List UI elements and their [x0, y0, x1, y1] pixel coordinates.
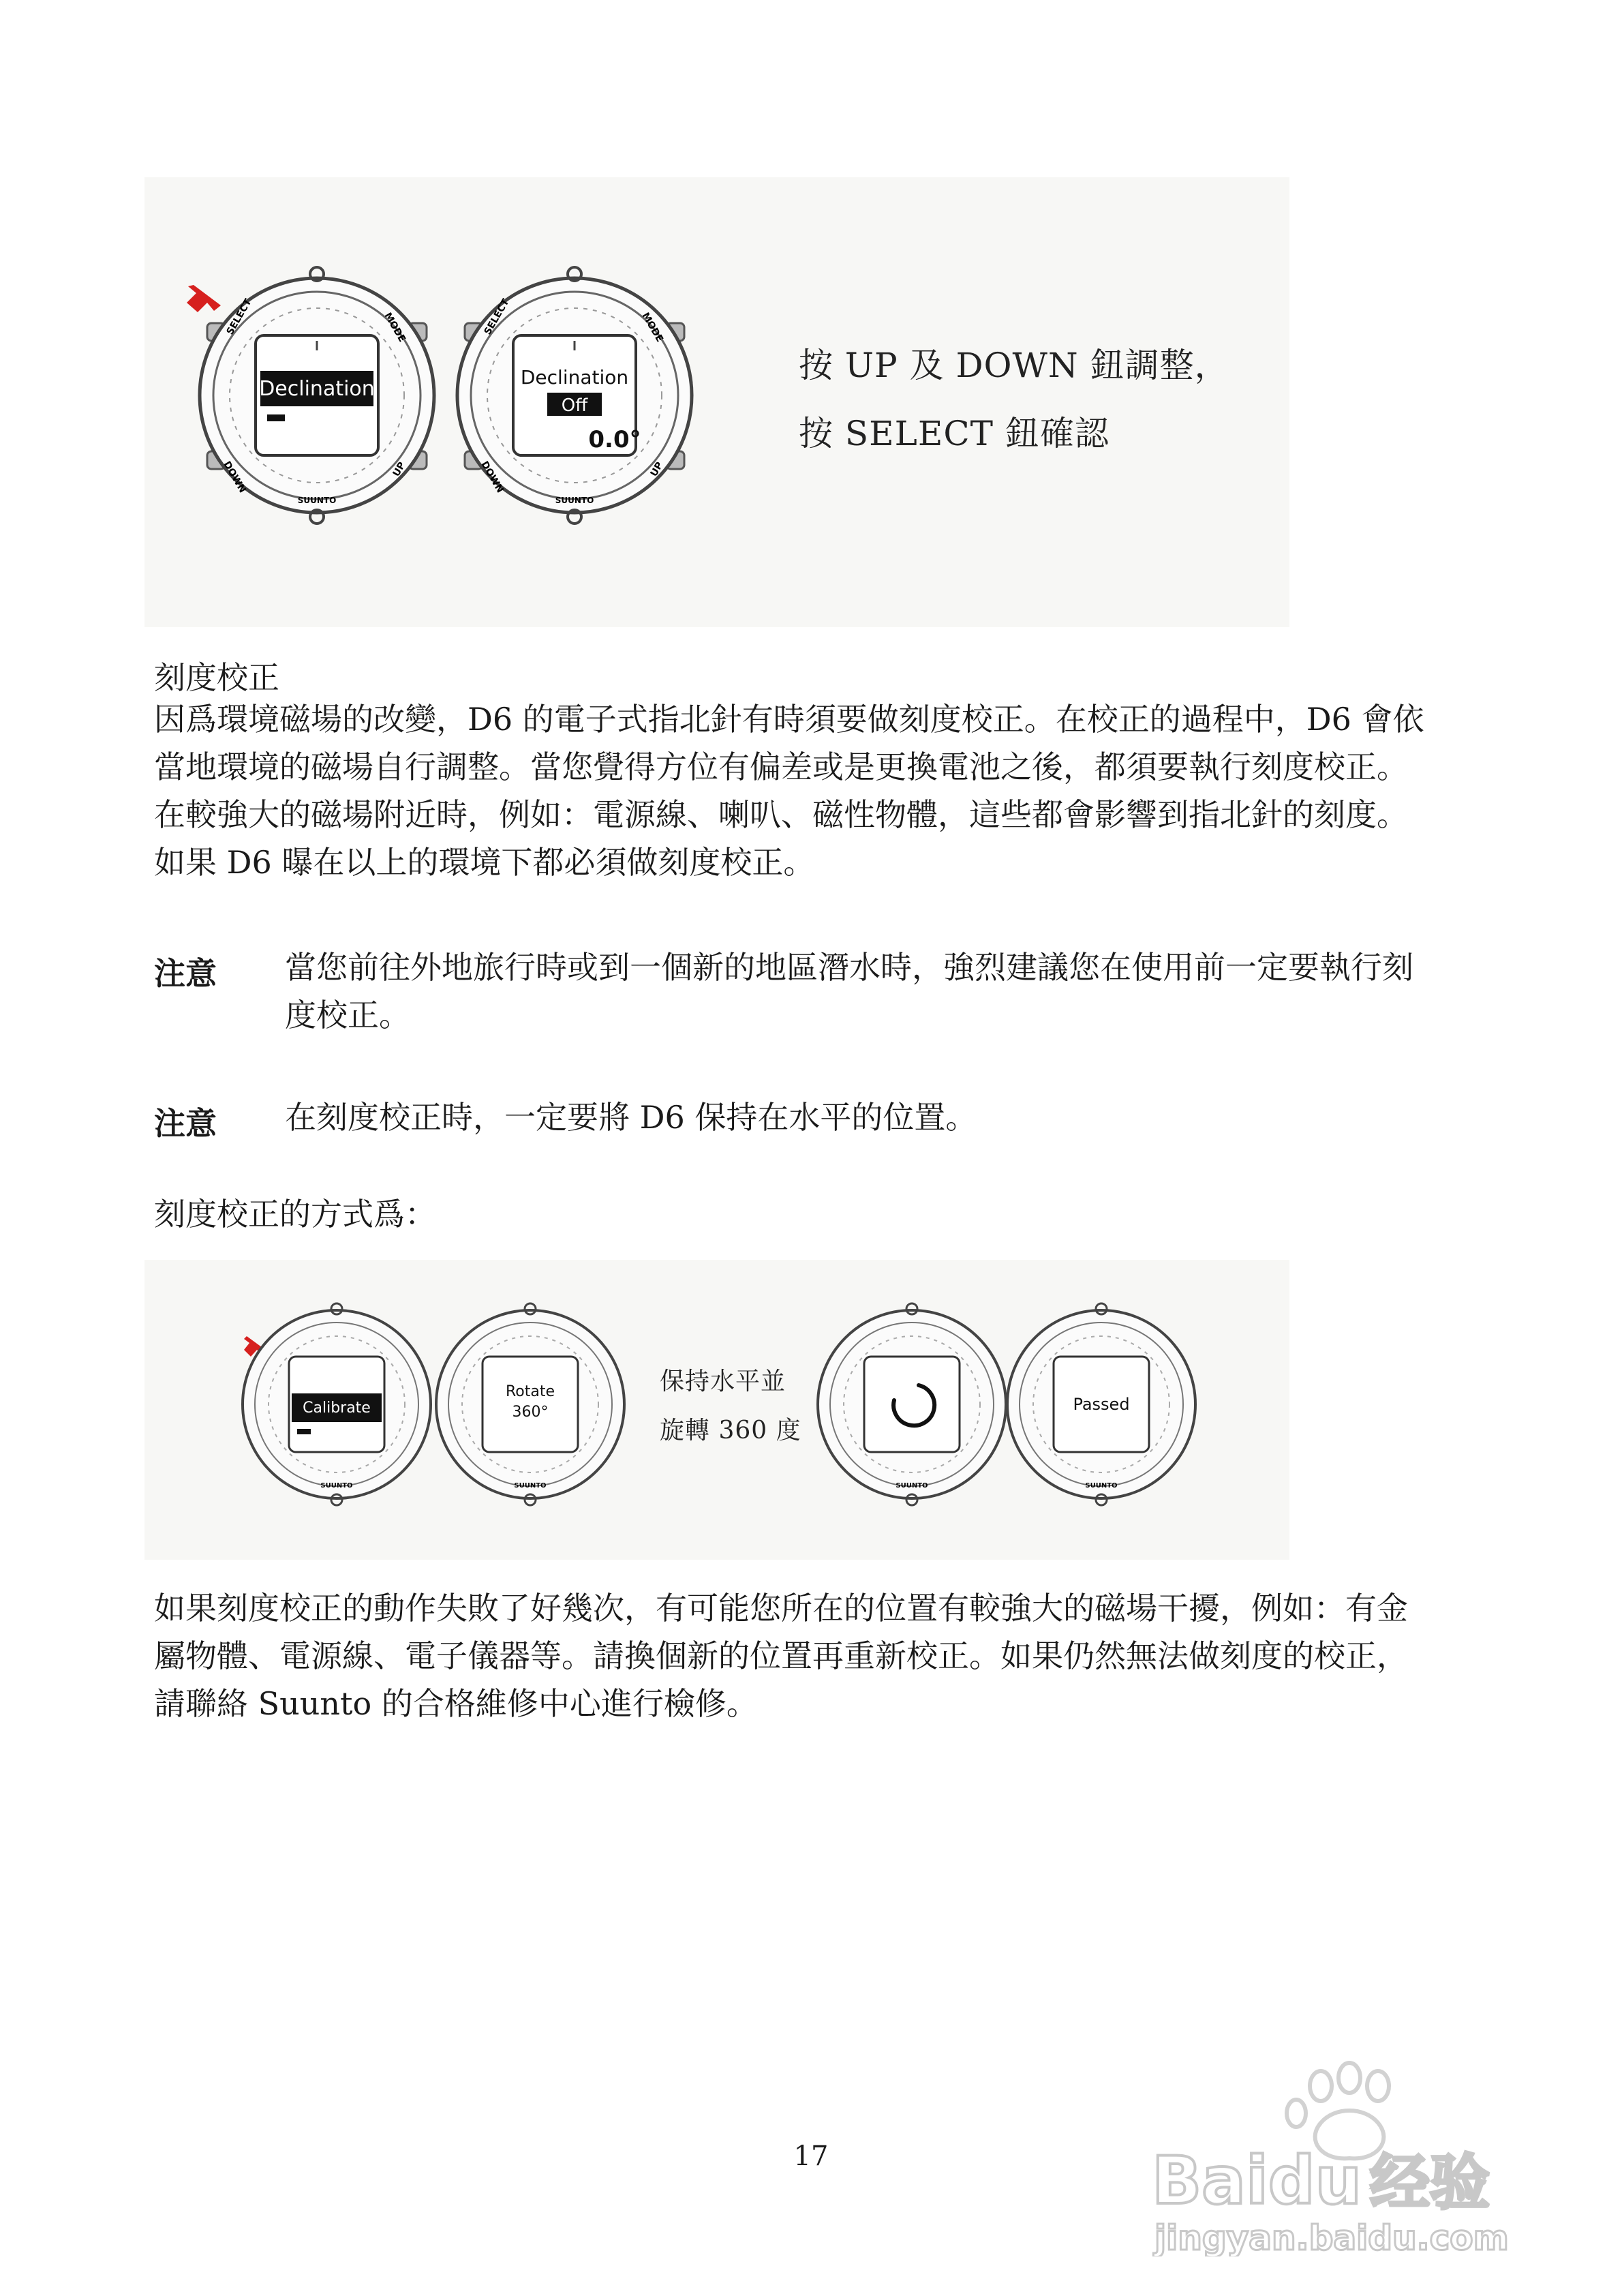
note-2-label: 注意 — [154, 1105, 217, 1142]
page-number: 17 — [793, 2141, 829, 2172]
baidu-paw-logo — [1145, 2059, 1527, 2256]
closing-line: 屬物體、電源線、電子儀器等。請換個新的位置再重新校正。如果仍然無法做刻度的校正， — [154, 1637, 1408, 1674]
rotate-screen-line-1: Rotate — [505, 1383, 555, 1400]
closing-line: 請聯絡 Suunto 的合格維修中心進行檢修。 — [154, 1685, 758, 1722]
closing-paragraph — [154, 1584, 1490, 1727]
watch-1-brand: SUUNTO — [297, 496, 337, 505]
watch-2-down-label: DOWN — [478, 459, 506, 495]
watch-1-mode-label: MODE — [382, 311, 408, 344]
watch-2-up-label: UP — [648, 460, 666, 479]
note-1-line: 度校正。 — [285, 997, 410, 1033]
watermark-brand: Baidu — [1152, 2143, 1362, 2219]
passed-watch — [1007, 1303, 1195, 1505]
watch-1-down-label: DOWN — [221, 459, 248, 495]
rotate-watch — [436, 1303, 624, 1505]
calibrate-watch — [243, 1303, 431, 1505]
declination-watches-illustration — [144, 177, 1289, 627]
watch-1 — [200, 267, 434, 524]
watch-1-select-label: SELECT — [224, 297, 254, 337]
paragraph-1-line: 如果 D6 曝在以上的環境下都必須做刻度校正。 — [154, 844, 815, 881]
watch-2-select-label: SELECT — [482, 297, 512, 337]
calibration-figure — [144, 1260, 1289, 1560]
closing-line: 如果刻度校正的動作失敗了好幾次，有可能您所在的位置有較強大的磁場干擾，例如：有金 — [154, 1590, 1408, 1627]
method-intro: 刻度校正的方式爲： — [154, 1196, 436, 1233]
spinner-watch — [818, 1303, 1006, 1505]
watch-2-brand: SUUNTO — [555, 496, 594, 505]
passed-screen-text: Passed — [1073, 1395, 1130, 1414]
note-1-label: 注意 — [154, 955, 217, 992]
watch-2-screen-value: Off — [561, 395, 588, 416]
spinner-watch-brand: SUUNTO — [896, 1482, 928, 1490]
section-title: 刻度校正 — [154, 659, 279, 696]
calibrate-screen-text: Calibrate — [303, 1400, 371, 1417]
red-arrow-icon — [187, 285, 221, 312]
calibrate-instruction-line-1: 保持水平並 — [660, 1368, 786, 1395]
note-2-text: 在刻度校正時，一定要將 D6 保持在水平的位置。 — [285, 1099, 977, 1136]
watch-2-screen-title: Declination — [520, 366, 629, 389]
paragraph-1 — [154, 695, 1490, 886]
watermark-product: 经验 — [1370, 2147, 1490, 2218]
watermark-url: jingyan.baidu.com — [1154, 2218, 1509, 2256]
rotate-watch-brand: SUUNTO — [514, 1482, 547, 1490]
calibrate-instruction-line-2: 旋轉 360 度 — [660, 1417, 801, 1445]
note-1-text — [285, 943, 1490, 1039]
watch-2-mode-label: MODE — [639, 311, 665, 344]
watch-1-screen-text: Declination — [259, 377, 375, 401]
instruction-line-1: 按 UP 及 DOWN 鈕調整， — [799, 346, 1229, 385]
calibrate-watch-brand: SUUNTO — [320, 1482, 353, 1490]
calibration-watches-illustration — [144, 1260, 1289, 1560]
note-1-line: 當您前往外地旅行時或到一個新的地區潛水時，強烈建議您在使用前一定要執行刻 — [285, 949, 1413, 986]
instruction-line-2: 按 SELECT 鈕確認 — [799, 414, 1110, 453]
watch-2-screen-number: 0.0° — [588, 426, 641, 453]
baidu-watermark — [1145, 2059, 1527, 2256]
passed-watch-brand: SUUNTO — [1085, 1482, 1118, 1490]
watch-1-up-label: UP — [391, 460, 408, 479]
paragraph-1-line: 在較強大的磁場附近時，例如：電源線、喇叭、磁性物體，這些都會影響到指北針的刻度。 — [154, 796, 1408, 833]
paragraph-1-line: 當地環境的磁場自行調整。當您覺得方位有偏差或是更換電池之後，都須要執行刻度校正。 — [154, 749, 1408, 785]
paragraph-1-line: 因爲環境磁場的改變，D6 的電子式指北針有時須要做刻度校正。在校正的過程中，D6 會依 — [154, 701, 1424, 738]
watch-2 — [457, 267, 692, 524]
declination-figure — [144, 177, 1289, 627]
rotate-screen-line-2: 360° — [512, 1404, 549, 1421]
